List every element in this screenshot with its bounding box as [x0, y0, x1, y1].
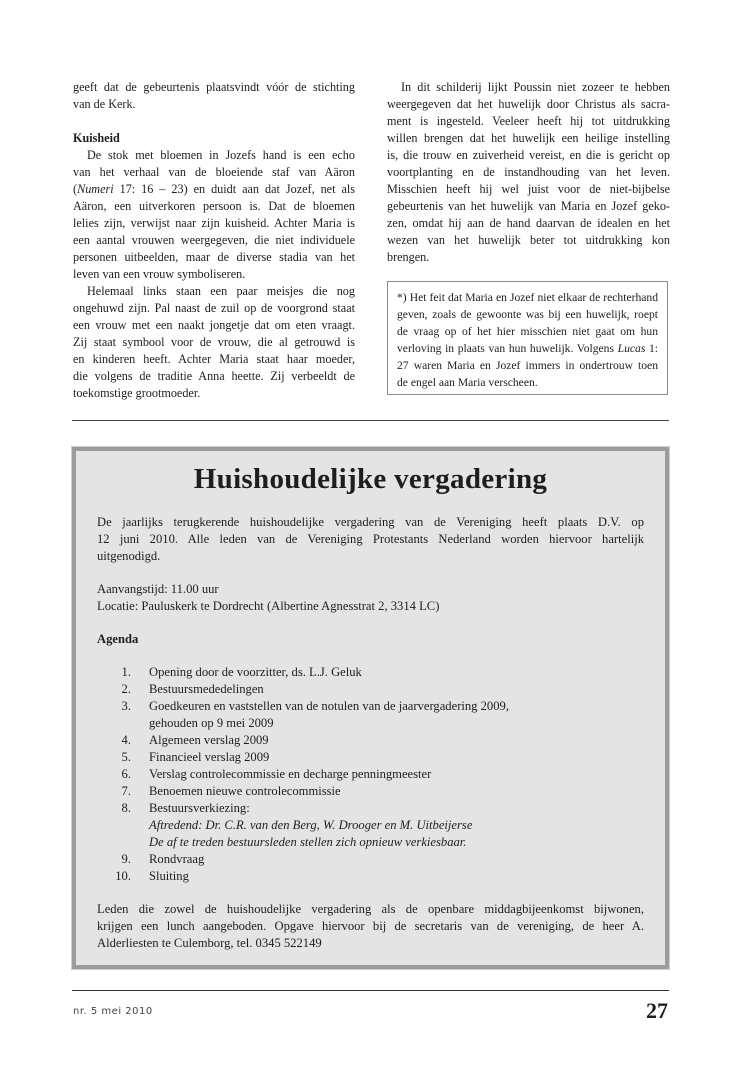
agenda-text: Sluiting: [149, 869, 189, 883]
text-line: ment is ingesteld. Veeleer heeft hij tot uitdrukking: [387, 114, 670, 128]
text-line: In dit schilderij lijkt Poussin niet zozeer te hebben: [401, 80, 670, 94]
text-line: personen uitbeelden, maar de diverse stadia van het: [73, 250, 355, 264]
text-line: lelies zijn, verwijst naar zijn kuisheid. Achter Maria is: [73, 216, 355, 230]
agenda-item: [97, 766, 644, 783]
horizontal-divider: [72, 420, 669, 421]
text-line: van het verhaal van de bloeiende staf van Aäron: [73, 165, 355, 179]
text-line: Zij staat symbool voor de vrouw, die al getrouwd is: [73, 335, 355, 349]
text-line: toekomstige grootmoeder.: [73, 386, 201, 400]
text-line: De stok met bloemen in Jozefs hand is een echo: [87, 148, 355, 162]
agenda-heading: Agenda: [97, 632, 139, 646]
text-line: zen, omdat hij aan de hand daarvan de idealen en het: [387, 216, 670, 230]
text-line: willen brengen dat het huwelijk een heilige instelling: [387, 131, 670, 145]
text-line: [397, 340, 658, 357]
agenda-item: [97, 851, 644, 868]
text-line: ongehuwd zijn. Pal naast de zuil op de voorgrond staat: [73, 301, 355, 315]
text-line: [73, 181, 355, 198]
agenda-note: Aftredend: Dr. C.R. van den Berg, W. Drooger en M. Uitbeijerse: [149, 818, 473, 832]
text-line: de vraag op of het hier misschien niet gaat om hun: [397, 325, 658, 338]
intro-line: De jaarlijks terugkerende huishoudelijke vergadering van de Vereniging heeft plaats D.V. op: [97, 515, 644, 529]
agenda-number: 8.: [121, 801, 131, 815]
text-line: geven, zoals de gewoonte was bij een huwelijk, roept: [397, 308, 658, 321]
text-segment: verloving in plaats van hun huwelijk. Volgens: [397, 342, 618, 355]
agenda-text: Verslag controlecommissie en decharge penningmeester: [149, 767, 432, 781]
agenda-item: [97, 800, 644, 851]
text-line: geeft dat de gebeurtenis plaatsvindt vóór de stichting: [73, 80, 355, 94]
issue-label: nr. 5 mei 2010: [73, 1006, 153, 1017]
text-segment: 17: 16 – 23) en duidt aan dat Jozef, net als: [113, 182, 355, 196]
text-line: die volgens de traditie Anna heette. Zij verbeeldt de: [73, 369, 355, 383]
text-line: weergegeven dat het huwelijk door Christus als sacra-: [387, 97, 670, 111]
text-line: van de Kerk.: [73, 97, 136, 111]
text-line: brengen.: [387, 250, 430, 264]
italic-reference: Lucas: [617, 342, 646, 355]
agenda-number: 6.: [121, 767, 131, 781]
agenda-text: Bestuursmededelingen: [149, 682, 264, 696]
text-line: een aantal vrouwen weergegeven, die niet individuele: [73, 233, 355, 247]
agenda-text: Goedkeuren en vaststellen van de notulen van de jaarvergadering 2009,: [149, 699, 509, 713]
text-line: is, die trouw en zuiverheid vereist, en die is gericht op: [387, 148, 670, 162]
agenda-number: 7.: [121, 784, 131, 798]
agenda-text: Algemeen verslag 2009: [149, 733, 269, 747]
agenda-number: 4.: [121, 733, 131, 747]
agenda-text: Opening door de voorzitter, ds. L.J. Geluk: [149, 665, 362, 679]
footer-divider: [72, 990, 669, 991]
closing-line: krijgen een lunch aangeboden. Opgave hiervoor bij de secretaris van de vereniging, de heer A.: [97, 919, 644, 933]
agenda-item: [97, 681, 644, 698]
agenda-text: gehouden op 9 mei 2009: [149, 716, 274, 730]
intro-line: uitgenodigd.: [97, 549, 161, 563]
left-column: [73, 79, 355, 402]
start-time: Aanvangstijd: 11.00 uur: [97, 582, 219, 596]
agenda-text: Benoemen nieuwe controlecommissie: [149, 784, 341, 798]
text-line: en kinderen heeft. Achter Maria staat haar moeder,: [73, 352, 355, 366]
text-line: 27 waren Maria en Jozef immers in ondertrouw toen: [397, 359, 658, 372]
intro-line: 12 juni 2010. Alle leden van de Vereniging Protestants Nederland worden hiervoor hartelijk: [97, 532, 644, 546]
agenda-note: De af te treden bestuursleden stellen zich opnieuw verkiesbaar.: [149, 835, 467, 849]
closing-line: Leden die zowel de huishoudelijke vergadering als de openbare middagbijeenkomst bijwonen,: [97, 902, 644, 916]
agenda-text: Bestuursverkiezing:: [149, 801, 250, 815]
page-number: 27: [646, 998, 668, 1023]
text-line: voortplanting en de instandhouding van het leven.: [387, 165, 670, 179]
text-line: [73, 113, 355, 130]
agenda-item: [97, 868, 644, 885]
agenda-text: Financieel verslag 2009: [149, 750, 270, 764]
agenda-text: Rondvraag: [149, 852, 205, 866]
text-line: Helemaal links staan een paar meisjes die nog: [87, 284, 355, 298]
text-line: Misschien heeft hij wel juist voor de niet-bijbelse: [387, 182, 670, 196]
announcement-title: Huishoudelijke vergadering: [193, 463, 548, 495]
announcement-body: [97, 514, 644, 952]
agenda-number: 10.: [115, 869, 131, 883]
agenda-list: [97, 664, 644, 885]
location: Locatie: Pauluskerk te Dordrecht (Albertine Agnesstrat 2, 3314 LC): [97, 599, 440, 613]
agenda-item: [97, 732, 644, 749]
section-heading: Kuisheid: [73, 131, 120, 145]
footnote-box: [387, 281, 668, 395]
right-column: [387, 79, 670, 266]
agenda-item: [97, 698, 644, 732]
agenda-item: [97, 783, 644, 800]
announcement-box: [72, 447, 669, 969]
agenda-item: [97, 749, 644, 766]
text-line: een vrouw met een naakt jongetje dat om eten vraagt.: [73, 318, 355, 332]
agenda-number: 1.: [121, 665, 131, 679]
agenda-number: 5.: [121, 750, 131, 764]
text-line: Aäron, een uitverkoren persoon is. Dat de bloemen: [73, 199, 355, 213]
text-segment: 1:: [645, 342, 659, 355]
text-line: de engel aan Maria verscheen.: [397, 376, 538, 389]
agenda-item: [97, 664, 644, 681]
text-segment: (: [73, 182, 78, 196]
text-line: gebeurtenis van het huwelijk van Maria en Jozef geko-: [387, 199, 670, 213]
text-line: wezen van het huwelijk beter tot uitdrukking kon: [387, 233, 670, 247]
text-line: *) Het feit dat Maria en Jozef niet elkaar de rechterhand: [397, 291, 658, 304]
closing-line: Alderliesten te Culemborg, tel. 0345 522149: [97, 936, 322, 950]
agenda-number: 3.: [121, 699, 131, 713]
italic-reference: Numeri: [77, 182, 114, 196]
agenda-number: 2.: [121, 682, 131, 696]
agenda-number: 9.: [121, 852, 131, 866]
text-line: leven van een vrouw symboliseren.: [73, 267, 246, 281]
